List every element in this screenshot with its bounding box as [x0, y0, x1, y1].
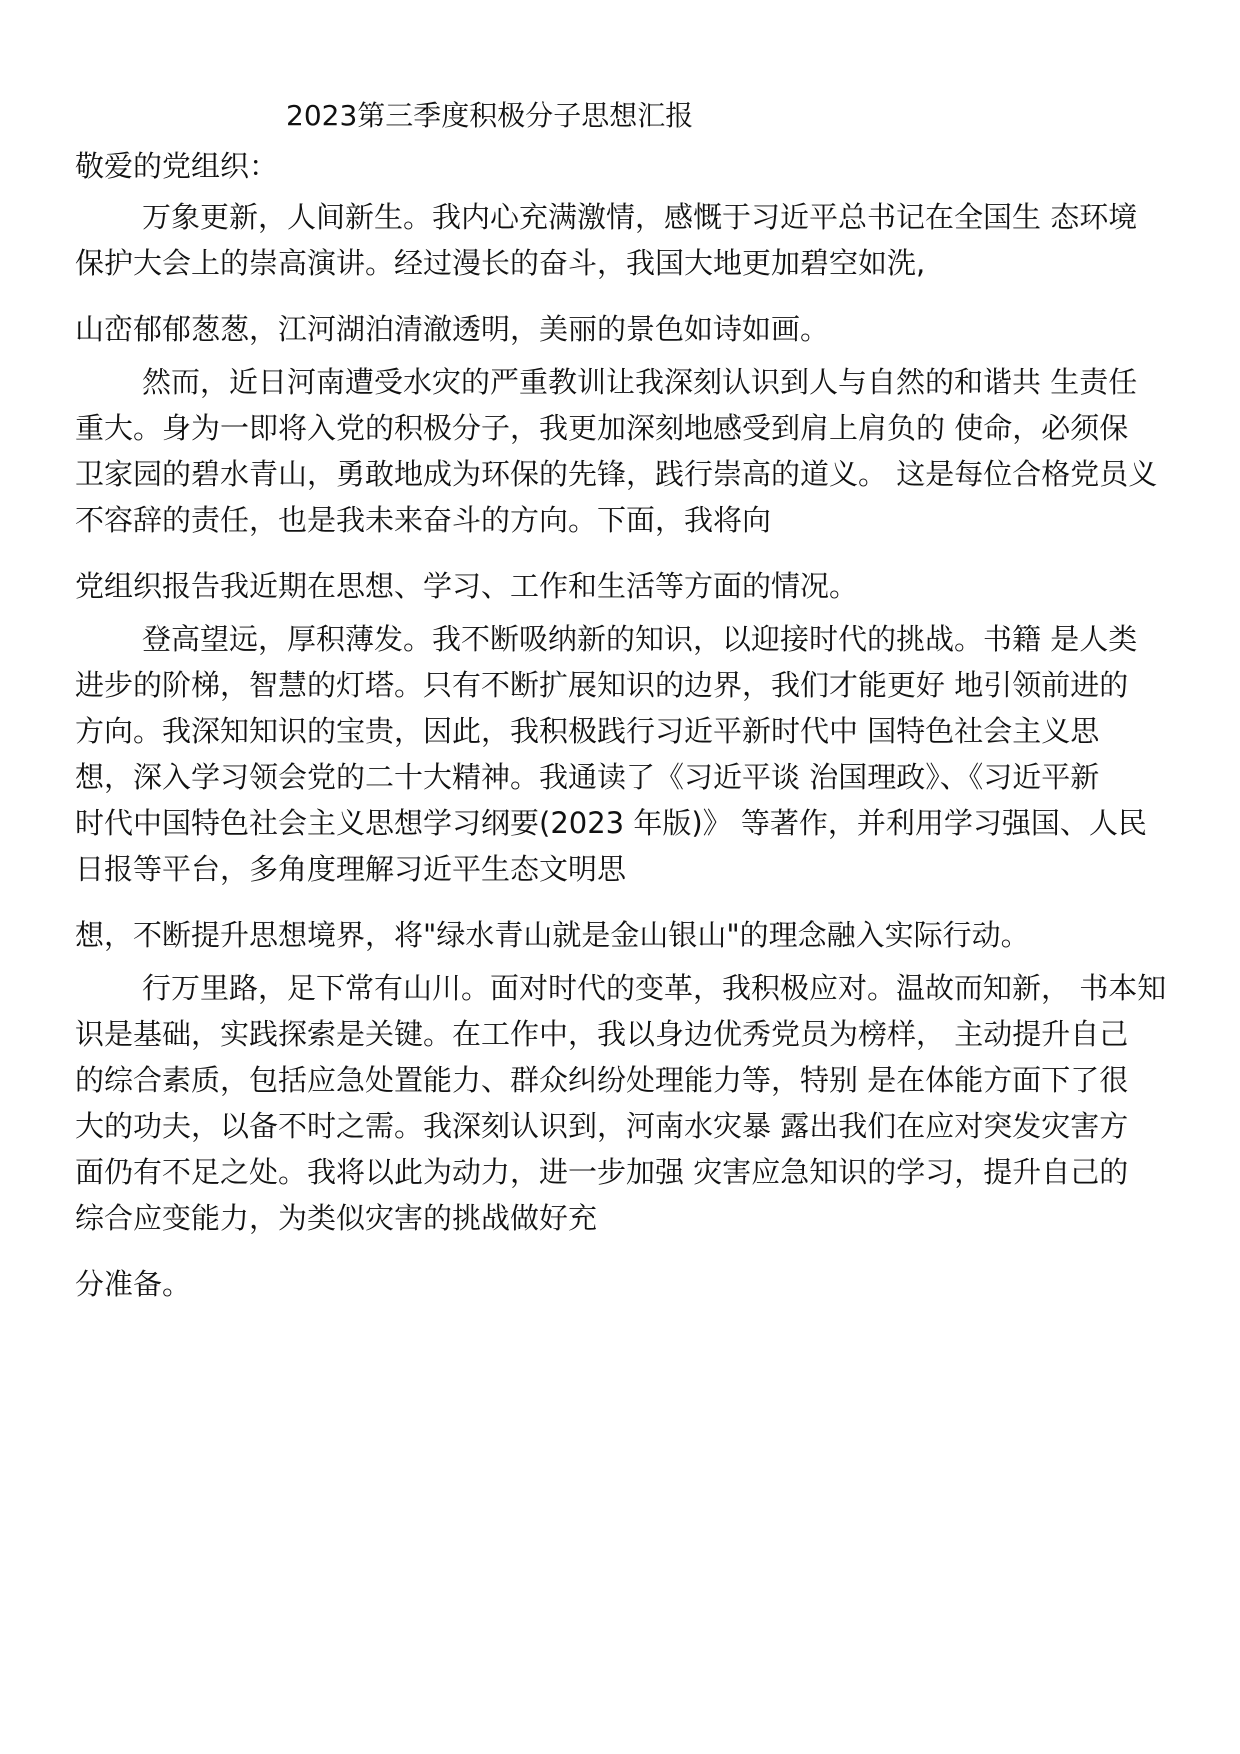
paragraph-line: 面仍有不足之处。我将以此为动力，进一步加强 灾害应急知识的学习，提升自己的: [75, 1155, 1129, 1189]
paragraph-line: 分准备。: [75, 1267, 192, 1301]
paragraph-line: 想，不断提升思想境界，将"绿水青山就是金山银山"的理念融入实际行动。: [75, 918, 1030, 952]
paragraph-line: 党组织报告我近期在思想、学习、工作和生活等方面的情况。: [75, 569, 859, 603]
paragraph-line: 想，深入学习领会党的二十大精神。我通读了《习近平谈 治国理政》、《习近平新: [75, 760, 1100, 794]
paragraph-line: 山峦郁郁葱葱，江河湖泊清澈透明，美丽的景色如诗如画。: [75, 312, 830, 346]
paragraph-line: 保护大会上的崇高演讲。经过漫长的奋斗，我国大地更加碧空如洗,: [75, 246, 926, 280]
paragraph-line: 日报等平台，多角度理解习近平生态文明思: [75, 852, 627, 886]
paragraph-line: 大的功夫，以备不时之需。我深刻认识到，河南水灾暴 露出我们在应对突发灾害方: [75, 1109, 1129, 1143]
paragraph-line: 登高望远，厚积薄发。我不断吸纳新的知识，以迎接时代的挑战。书籍 是人类: [142, 622, 1138, 656]
paragraph-line: 综合应变能力，为类似灾害的挑战做好充: [75, 1201, 598, 1235]
paragraph-line: 的综合素质，包括应急处置能力、群众纠纷处理能力等，特别 是在体能方面下了很: [75, 1063, 1129, 1097]
paragraph-line: 不容辞的责任，也是我未来奋斗的方向。下面，我将向: [75, 503, 772, 537]
paragraph-line: 重大。身为一即将入党的积极分子，我更加深刻地感受到肩上肩负的 使命，必须保: [75, 411, 1129, 445]
paragraph-line: 行万里路，足下常有山川。面对时代的变革，我积极应对。温故而知新， 书本知: [142, 971, 1167, 1005]
paragraph-line: 然而，近日河南遭受水灾的严重教训让我深刻认识到人与自然的和谐共 生责任: [142, 365, 1138, 399]
document-title: 2023第三季度积极分子思想汇报: [286, 99, 694, 132]
paragraph-line: 进步的阶梯，智慧的灯塔。只有不断扩展知识的边界，我们才能更好 地引领前进的: [75, 668, 1129, 702]
paragraph-line: 时代中国特色社会主义思想学习纲要(2023 年版)》 等著作，并利用学习强国、人民: [75, 806, 1147, 840]
paragraph-line: 识是基础，实践探索是关键。在工作中，我以身边优秀党员为榜样， 主动提升自己: [75, 1017, 1129, 1051]
paragraph-line: 万象更新，人间新生。我内心充满激情，感慨于习近平总书记在全国生 态环境: [142, 200, 1138, 234]
paragraph-line: 卫家园的碧水青山，勇敢地成为环保的先锋，践行崇高的道义。 这是每位合格党员义: [75, 457, 1158, 491]
salutation: 敬爱的党组织：: [75, 149, 279, 183]
paragraph-line: 方向。我深知知识的宝贵，因此，我积极践行习近平新时代中 国特色社会主义思: [75, 714, 1100, 748]
